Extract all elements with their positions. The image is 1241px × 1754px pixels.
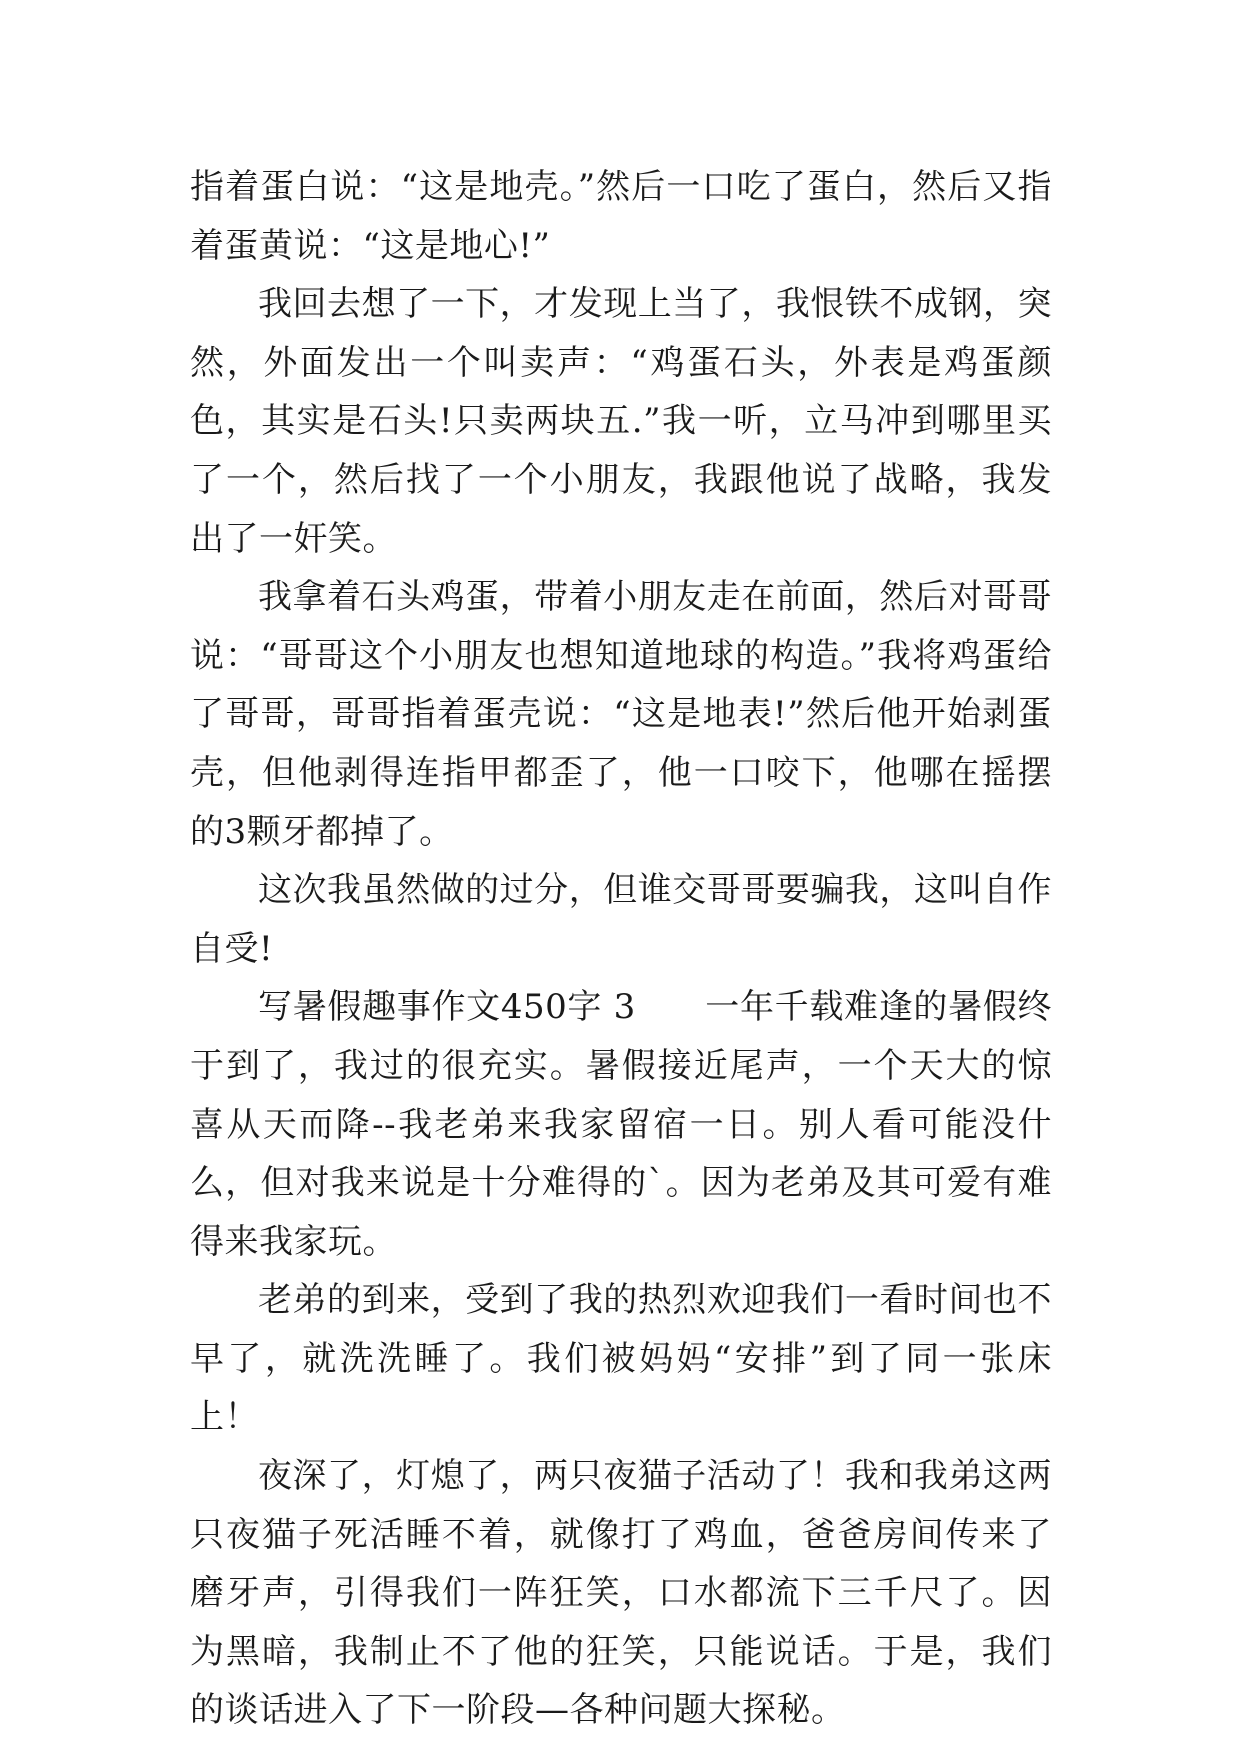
paragraph-2: 我回去想了一下，才发现上当了，我恨铁不成钢，突然，外面发出一个叫卖声：“鸡蛋石头，外表是鸡蛋颜色，其实是石头!只卖两块五.”我一听，立马冲到哪里买了一个，然后找了一个小朋友，我跟他说了战略，我发出了一奸笑。 [190,284,1052,559]
paragraph-4: 这次我虽然做的过分，但谁交哥哥要骗我，这叫自作自受! [190,870,1052,969]
document-body [190,158,1052,1740]
paragraph-5: 写暑假趣事作文450字 3 一年千载难逢的暑假终于到了，我过的很充实。暑假接近尾声，一个天大的惊喜从天而降--我老弟来我家留宿一日。别人看可能没什么，但对我来说是十分难得的`。因为老弟及其可爱有难得来我家玩。 [190,987,1052,1262]
paragraph-7: 夜深了，灯熄了，两只夜猫子活动了！我和我弟这两只夜猫子死活睡不着，就像打了鸡血，爸爸房间传来了磨牙声，引得我们一阵狂笑，口水都流下三千尺了。因为黑暗，我制止不了他的狂笑，只能说话。于是，我们的谈话进入了下一阶段—各种问题大探秘。 [190,1456,1052,1731]
paragraph-1: 指着蛋白说：“这是地壳。”然后一口吃了蛋白，然后又指着蛋黄说：“这是地心!” [190,167,1052,266]
paragraph-3: 我拿着石头鸡蛋，带着小朋友走在前面，然后对哥哥说：“哥哥这个小朋友也想知道地球的构造。”我将鸡蛋给了哥哥，哥哥指着蛋壳说：“这是地表!”然后他开始剥蛋壳，但他剥得连指甲都歪了，他一口咬下，他哪在摇摆的3颗牙都掉了。 [190,577,1052,852]
paragraph-6: 老弟的到来，受到了我的热烈欢迎我们一看时间也不早了，就洗洗睡了。我们被妈妈“安排”到了同一张床上！ [190,1280,1052,1438]
